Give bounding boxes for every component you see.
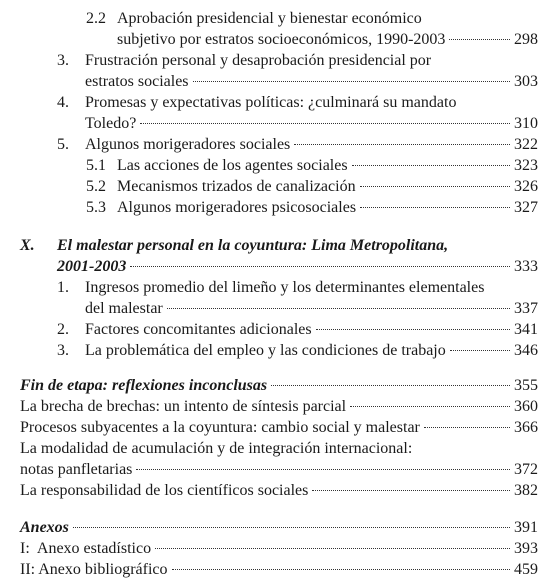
page-number: 372 bbox=[514, 461, 538, 478]
toc-entry-anexo-estadistico bbox=[0, 538, 557, 559]
dot-leader bbox=[312, 490, 510, 491]
entry-number: 5.2 bbox=[86, 178, 106, 195]
entry-title: II: Anexo bibliográfico bbox=[20, 561, 168, 578]
dot-leader bbox=[193, 81, 510, 82]
entry-number: 2. bbox=[57, 321, 69, 338]
entry-title: Factores concomitantes adicionales bbox=[85, 321, 312, 338]
entry-title-continued: estratos sociales bbox=[85, 73, 189, 90]
toc-entry-procesos bbox=[0, 417, 557, 438]
chapter-title-continued: 2001-2003 bbox=[57, 258, 127, 275]
entry-title: La responsabilidad de los científicos sociales bbox=[20, 482, 309, 499]
dot-leader bbox=[350, 406, 510, 407]
section-title: Fin de etapa: reflexiones inconclusas bbox=[20, 377, 268, 394]
dot-leader bbox=[172, 569, 510, 570]
page-number: 355 bbox=[514, 377, 538, 394]
entry-number: 5.3 bbox=[86, 199, 106, 216]
toc-entry-5 bbox=[0, 134, 557, 155]
entry-title-continued: notas panfletarias bbox=[20, 461, 133, 478]
toc-entry-3-cont bbox=[0, 71, 557, 92]
toc-section-anexos bbox=[0, 517, 557, 538]
toc-chapter-x-cont bbox=[0, 256, 557, 277]
toc-entry-x-2 bbox=[0, 319, 557, 340]
toc-section-fin-de-etapa bbox=[0, 375, 557, 396]
dot-leader bbox=[316, 329, 510, 330]
toc-entry-2-2-cont bbox=[0, 29, 557, 50]
toc-entry-anexo-bibliografico bbox=[0, 559, 557, 580]
dot-leader bbox=[155, 548, 510, 549]
entry-title: I: Anexo estadístico bbox=[20, 540, 152, 557]
dot-leader bbox=[167, 308, 510, 309]
page-number: 298 bbox=[514, 31, 538, 48]
toc-entry-responsabilidad bbox=[0, 480, 557, 501]
entry-number: 3. bbox=[57, 52, 69, 69]
toc-entry-x-3 bbox=[0, 340, 557, 361]
entry-number: 3. bbox=[57, 342, 69, 359]
toc-entry-modalidad-cont bbox=[0, 459, 557, 480]
entry-title: Aprobación presidencial y bienestar económico bbox=[117, 10, 422, 27]
entry-title-continued: Toledo? bbox=[85, 115, 137, 132]
entry-title: Ingresos promedio del limeño y los determinantes elementales bbox=[85, 279, 485, 296]
toc-entry-5-3 bbox=[0, 197, 557, 218]
entry-title: Las acciones de los agentes sociales bbox=[117, 157, 348, 174]
page-number: 337 bbox=[514, 300, 538, 317]
dot-leader bbox=[450, 350, 510, 351]
page-number: 327 bbox=[514, 199, 538, 216]
section-title: Anexos bbox=[20, 519, 69, 536]
chapter-title: El malestar personal en la coyuntura: Lima Metropolitana, bbox=[57, 237, 449, 254]
dot-leader bbox=[449, 39, 510, 40]
toc-entry-5-1 bbox=[0, 155, 557, 176]
entry-number: 1. bbox=[57, 279, 69, 296]
dot-leader bbox=[294, 144, 510, 145]
page-number: 326 bbox=[514, 178, 538, 195]
entry-title: Frustración personal y desaprobación presidencial por bbox=[85, 52, 432, 69]
entry-number: 4. bbox=[57, 94, 69, 111]
toc-entry-4-cont bbox=[0, 113, 557, 134]
page-number: 323 bbox=[514, 157, 538, 174]
entry-title: Mecanismos trizados de canalización bbox=[117, 178, 356, 195]
page-number: 341 bbox=[514, 321, 538, 338]
dot-leader bbox=[360, 186, 510, 187]
page-number: 322 bbox=[514, 136, 538, 153]
entry-title: Algunos morigeradores sociales bbox=[85, 136, 291, 153]
dot-leader bbox=[130, 266, 510, 267]
entry-number: 2.2 bbox=[86, 10, 106, 27]
page-number: 459 bbox=[514, 561, 538, 578]
entry-title: Promesas y expectativas políticas: ¿culminará su mandato bbox=[85, 94, 457, 111]
dot-leader bbox=[73, 527, 510, 528]
chapter-number: X. bbox=[20, 237, 35, 254]
entry-title: Procesos subyacentes a la coyuntura: cambio social y malestar bbox=[20, 419, 420, 436]
toc-entry-brecha bbox=[0, 396, 557, 417]
entry-title: La brecha de brechas: un intento de síntesis parcial bbox=[20, 398, 347, 415]
dot-leader bbox=[352, 165, 510, 166]
page-number: 391 bbox=[514, 519, 538, 536]
entry-title: La problemática del empleo y las condiciones de trabajo bbox=[85, 342, 446, 359]
page-number: 346 bbox=[514, 342, 538, 359]
entry-title: La modalidad de acumulación y de integración internacional: bbox=[20, 440, 413, 457]
dot-leader bbox=[271, 385, 510, 386]
entry-title-continued: del malestar bbox=[85, 300, 163, 317]
entry-title: Algunos morigeradores psicosociales bbox=[117, 199, 357, 216]
dot-leader bbox=[360, 207, 510, 208]
page-number: 333 bbox=[514, 258, 538, 275]
entry-number: 5. bbox=[57, 136, 69, 153]
page-number: 303 bbox=[514, 73, 538, 90]
toc-entry-x-1-cont bbox=[0, 298, 557, 319]
page-number: 382 bbox=[514, 482, 538, 499]
entry-number: 5.1 bbox=[86, 157, 106, 174]
dot-leader bbox=[140, 123, 510, 124]
page-number: 393 bbox=[514, 540, 538, 557]
dot-leader bbox=[136, 469, 510, 470]
entry-title-continued: subjetivo por estratos socioeconómicos, 1990-2003 bbox=[117, 31, 446, 48]
page-number: 360 bbox=[514, 398, 538, 415]
dot-leader bbox=[424, 427, 510, 428]
page-number: 366 bbox=[514, 419, 538, 436]
toc-entry-5-2 bbox=[0, 176, 557, 197]
page-number: 310 bbox=[514, 115, 538, 132]
